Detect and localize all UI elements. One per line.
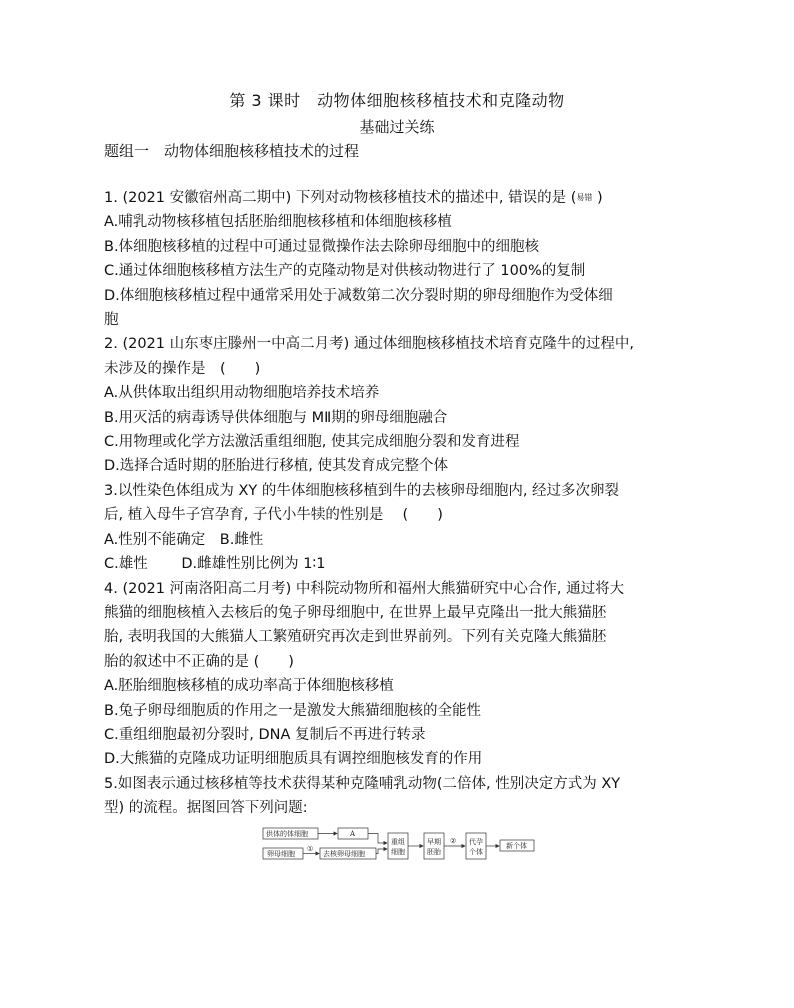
- q5-stem-cont: 型) 的流程。据图回答下列问题:: [104, 800, 308, 817]
- label-step-2: ②: [450, 837, 457, 845]
- label-step-1: ①: [307, 845, 314, 853]
- q2-option-d[interactable]: D.选择合适时期的胚胎进行移植, 使其发育成完整个体: [104, 458, 448, 475]
- q3-option-ab[interactable]: A.性别不能确定 B.雌性: [104, 531, 264, 548]
- label-embryo-1: 早期: [427, 838, 441, 846]
- label-embryo-2: 胚胎: [427, 848, 441, 856]
- difficulty-tag: 易错: [576, 193, 593, 202]
- label-oocyte: 卵母细胞: [267, 850, 295, 858]
- q5-stem: 5.如图表示通过核移植等技术获得某种克隆哺乳动物(二倍体, 性别决定方式为 XY: [104, 775, 621, 792]
- label-recombinant-1: 重组: [391, 838, 405, 846]
- q2-option-a[interactable]: A.从供体取出组织用动物细胞培养技术培养: [104, 385, 380, 402]
- q4-option-b[interactable]: B.兔子卵母细胞质的作用之一是激发大熊猫细胞核的全能性: [104, 702, 482, 719]
- q4-stem-cont-3: 胎的叙述中不正确的是 ( ): [104, 653, 294, 670]
- q4-option-a[interactable]: A.胚胎细胞核移植的成功率高于体细胞核移植: [104, 678, 394, 695]
- q4-stem-cont-1: 熊猫的细胞核植入去核后的兔子卵母细胞中, 在世界上最早克隆出一批大熊猫胚: [104, 604, 607, 621]
- label-surrogate-1: 代孕: [469, 838, 483, 846]
- label-surrogate-2: 个体: [469, 848, 483, 856]
- label-donor-cell: 供体的体细胞: [266, 830, 308, 838]
- q1-option-d[interactable]: D.体细胞核移植过程中通常采用处于减数第二次分裂时期的卵母细胞作为受体细: [104, 287, 613, 304]
- page-title: 第 3 课时 动物体细胞核移植技术和克隆动物: [229, 91, 565, 110]
- label-enucleated-oocyte: 去核卵母细胞: [323, 850, 365, 858]
- q4-option-d[interactable]: D.大熊猫的克隆成功证明细胞质具有调控细胞核发育的作用: [104, 751, 483, 768]
- question-list: [104, 186, 694, 821]
- label-new-individual: 新个体: [506, 842, 527, 850]
- question-group-heading: 题组一 动物体细胞核移植技术的过程: [104, 142, 360, 160]
- q2-option-c[interactable]: C.用物理或化学方法激活重组细胞, 使其完成细胞分裂和发育进程: [104, 434, 520, 451]
- q1-option-d-cont: 胞: [104, 312, 119, 329]
- section-subtitle: 基础过关练: [359, 118, 435, 136]
- q4-option-c[interactable]: C.重组细胞最初分裂时, DNA 复制后不再进行转录: [104, 726, 426, 743]
- cloning-flow-diagram: [260, 825, 540, 875]
- label-a: A: [350, 830, 356, 838]
- q1-option-b[interactable]: B.体细胞核移植的过程中可通过显微操作法去除卵母细胞中的细胞核: [104, 238, 540, 255]
- q4-stem: 4. (2021 河南洛阳高二月考) 中科院动物所和福州大熊猫研究中心合作, 通过将大: [104, 580, 625, 597]
- q2-stem: 2. (2021 山东枣庄滕州一中高二月考) 通过体细胞核移植技术培育克隆牛的过程中,: [104, 336, 634, 353]
- q1-option-c[interactable]: C.通过体细胞核移植方法生产的克隆动物是对供核动物进行了 100%的复制: [104, 263, 586, 280]
- q4-stem-cont-2: 胎, 表明我国的大熊猫人工繁殖研究再次走到世界前列。下列有关克隆大熊猫胚: [104, 629, 607, 646]
- q3-option-cd[interactable]: C.雄性 D.雌雄性别比例为 1∶1: [104, 556, 326, 573]
- q2-stem-cont: 未涉及的操作是 ( ): [104, 360, 261, 377]
- q3-stem: 3.以性染色体组成为 XY 的牛体细胞核移植到牛的去核卵母细胞内, 经过多次卵裂: [104, 482, 620, 499]
- label-recombinant-2: 细胞: [391, 848, 405, 856]
- q1-stem: 1. (2021 安徽宿州高二期中) 下列对动物核移植技术的描述中, 错误的是 (易错 ): [104, 190, 603, 206]
- q1-option-a[interactable]: A.哺乳动物核移植包括胚胎细胞核移植和体细胞核移植: [104, 214, 452, 231]
- q3-stem-cont: 后, 植入母牛子宫孕育, 子代小牛犊的性别是 ( ): [104, 507, 443, 524]
- q2-option-b[interactable]: B.用灭活的病毒诱导供体细胞与 MⅡ期的卵母细胞融合: [104, 409, 448, 426]
